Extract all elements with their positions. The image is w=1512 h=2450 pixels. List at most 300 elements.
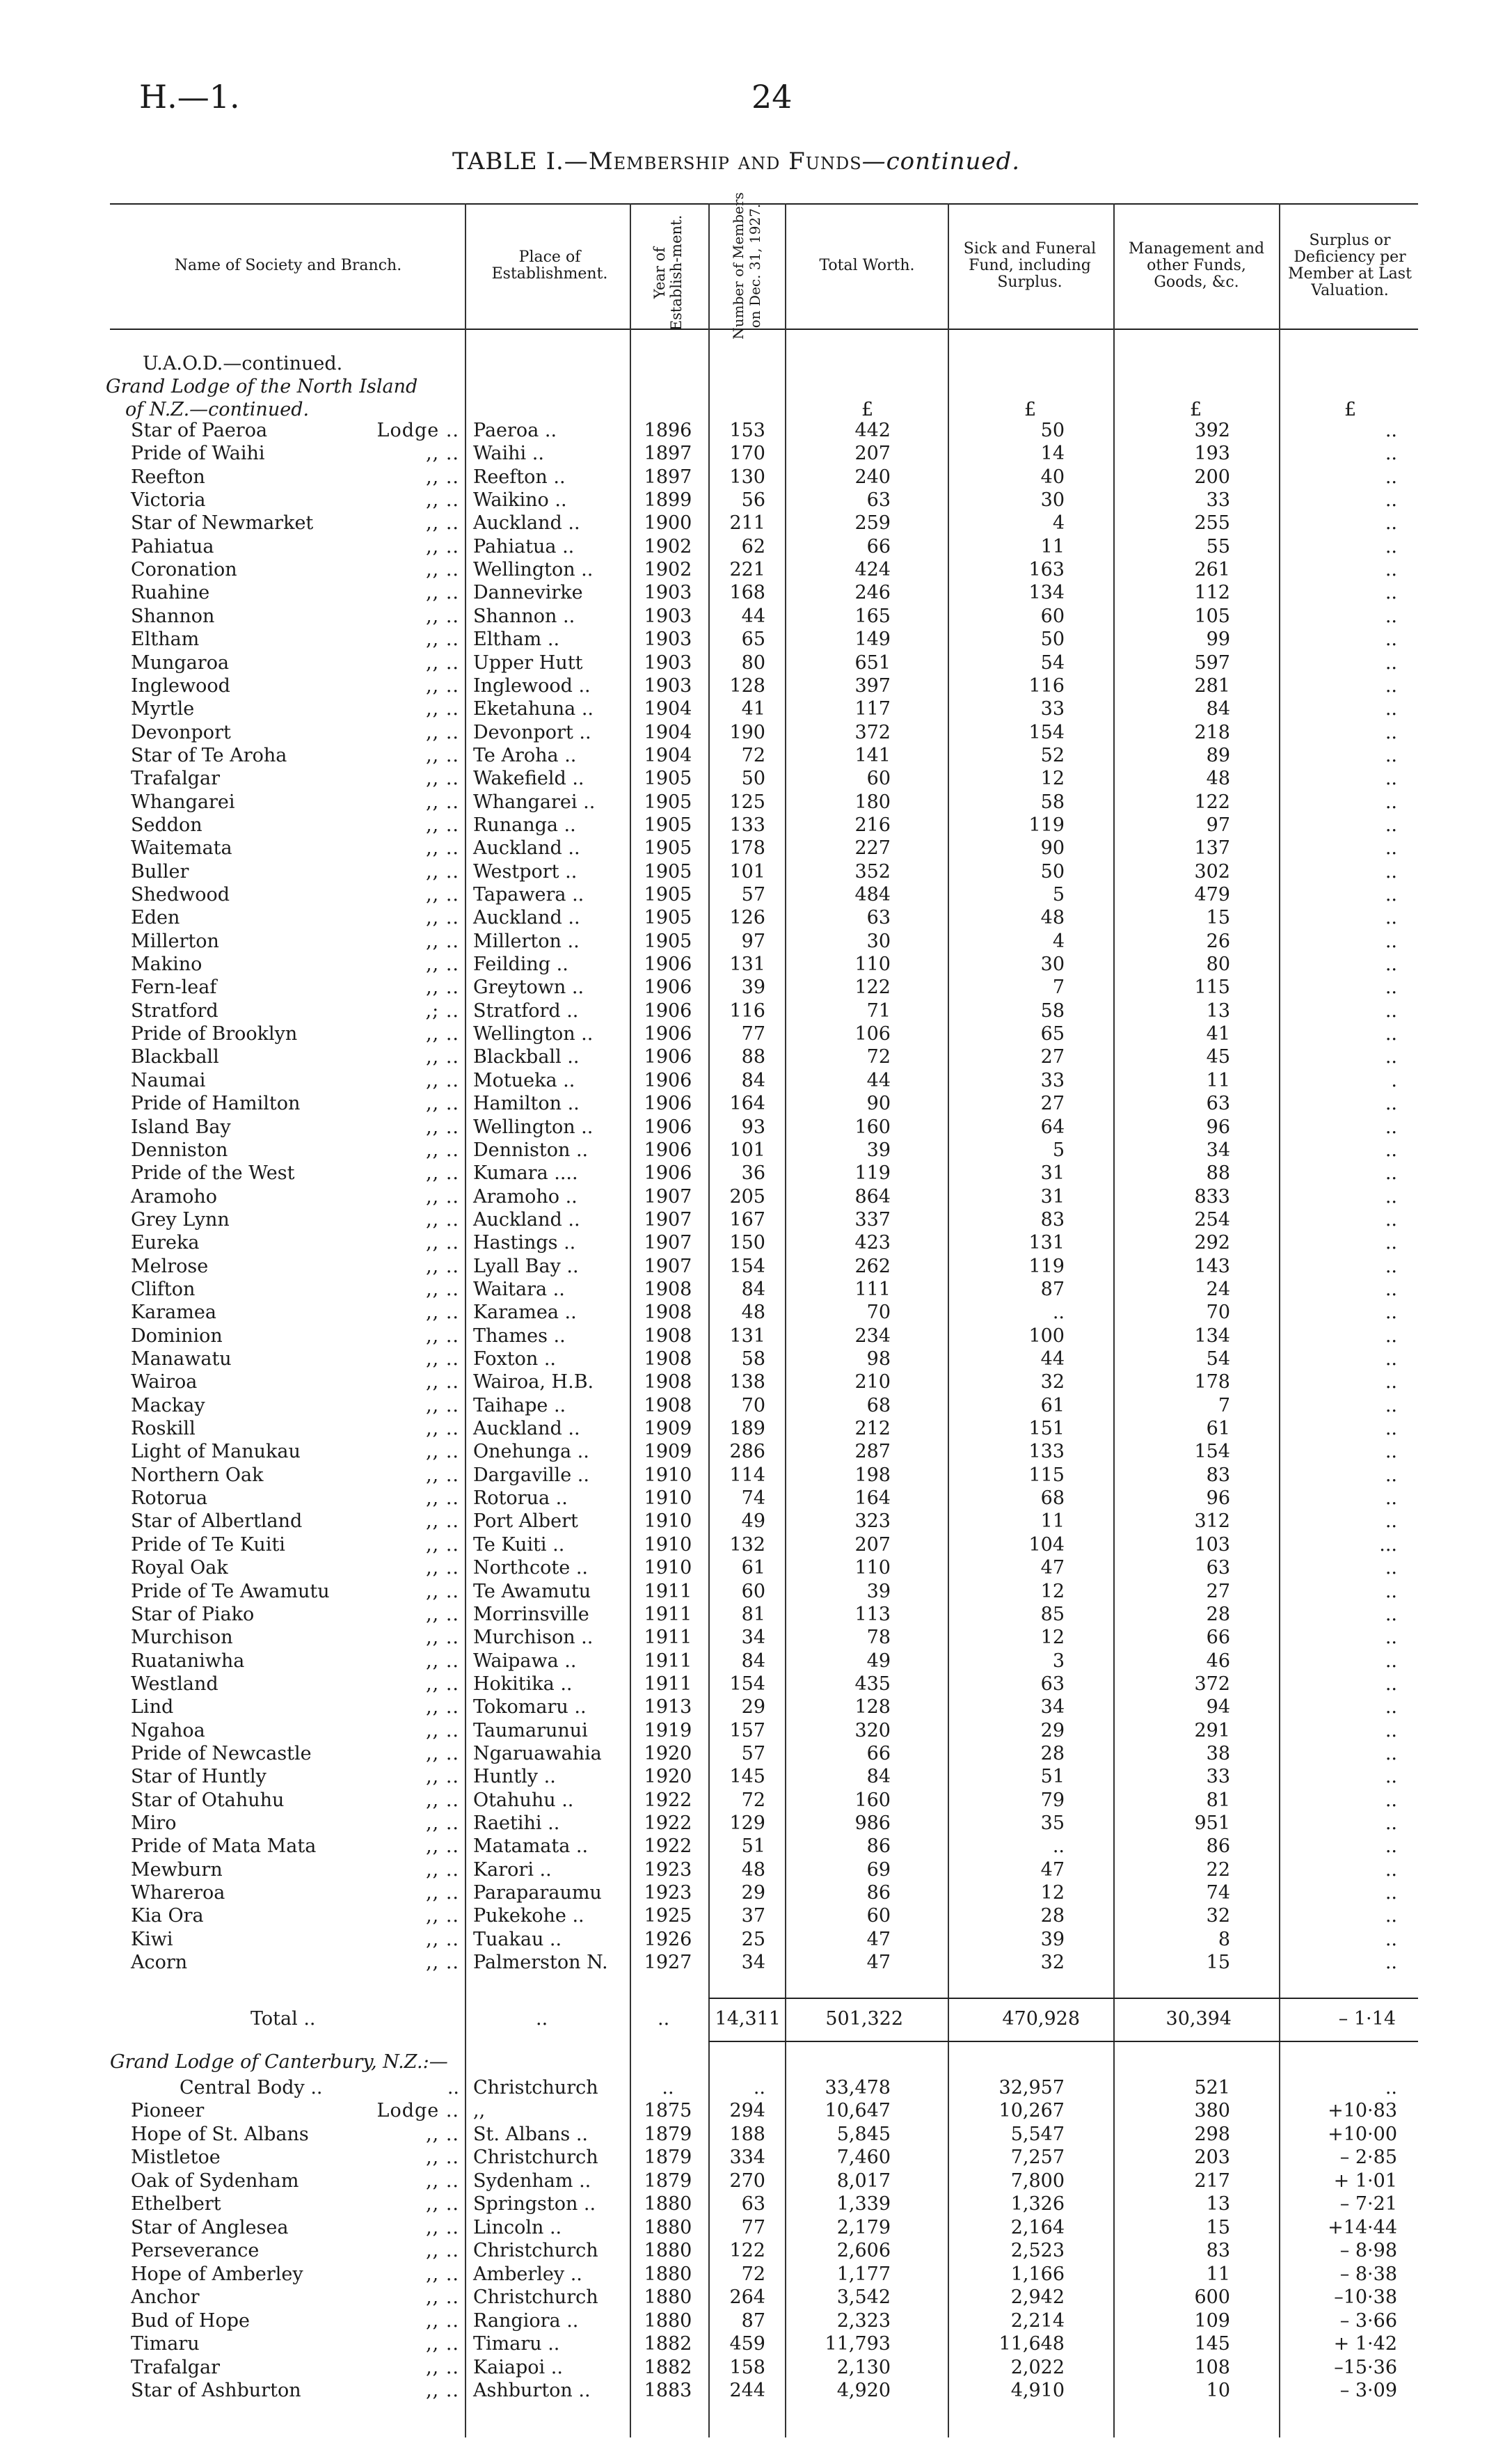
year: 1908 <box>644 1278 692 1300</box>
surplus: –15·36 <box>1334 2356 1397 2378</box>
place: Westport .. <box>473 860 578 883</box>
management: 34 <box>1206 1139 1230 1161</box>
branch-type: ,, .. <box>426 1278 459 1300</box>
sick-fund: 44 <box>1040 1348 1065 1370</box>
total-worth: 2,606 <box>836 2240 891 2261</box>
col-rule-place <box>465 203 466 2437</box>
branch-type: ,, .. <box>426 1650 459 1672</box>
surplus: .. <box>1385 837 1397 860</box>
sick-fund: 12 <box>1040 768 1065 790</box>
place: Hastings .. <box>473 1232 576 1254</box>
branch-type: ,, .. <box>426 2240 459 2261</box>
branch-type: ,, .. <box>426 698 459 720</box>
management: 521 <box>1194 2077 1230 2099</box>
branch-type: ,, .. <box>426 1510 459 1533</box>
management: 178 <box>1194 1371 1230 1393</box>
year: 1908 <box>644 1302 692 1324</box>
surplus: .. <box>1385 1394 1397 1416</box>
members: 101 <box>729 1139 765 1161</box>
branch-name: Royal Oak <box>131 1557 228 1579</box>
total-worth: 3,542 <box>836 2286 891 2308</box>
year: 1897 <box>644 443 692 465</box>
members: 170 <box>729 443 765 465</box>
place: Feilding .. <box>473 954 568 976</box>
branch-type: ,, .. <box>426 1162 459 1185</box>
year: 1907 <box>644 1232 692 1254</box>
branch-type: ,, .. <box>426 1046 459 1068</box>
place: Tuakau .. <box>473 1928 562 1950</box>
place: St. Albans .. <box>473 2123 589 2145</box>
members: 74 <box>741 1487 765 1510</box>
place: Motueka .. <box>473 1069 575 1091</box>
management: 13 <box>1206 999 1230 1022</box>
place: Auckland .. <box>473 907 580 929</box>
branch-type: ,, .. <box>426 2309 459 2332</box>
branch-type: ,, .. <box>426 1673 459 1695</box>
sick-fund: 5 <box>1052 884 1065 906</box>
year: 1910 <box>644 1510 692 1533</box>
table-title-suffix: —continued. <box>861 148 1021 175</box>
surplus: .. <box>1385 559 1397 581</box>
management: 41 <box>1206 1023 1230 1045</box>
total-worth: 372 <box>854 721 891 743</box>
total-sick: 470,928 <box>1002 2008 1080 2030</box>
members: 211 <box>729 512 765 535</box>
surplus: . <box>1391 1069 1397 1091</box>
total-worth: 86 <box>866 1835 891 1858</box>
sick-fund: 64 <box>1040 1116 1065 1138</box>
members: 51 <box>741 1835 765 1858</box>
members: 286 <box>729 1441 765 1463</box>
place: Auckland .. <box>473 512 580 535</box>
branch-name: Star of Huntly <box>131 1766 266 1788</box>
branch-name: Coronation <box>131 559 237 581</box>
branch-type: ,, .. <box>426 1093 459 1115</box>
surplus: .. <box>1385 1185 1397 1208</box>
year: 1905 <box>644 907 692 929</box>
year: 1903 <box>644 582 692 604</box>
management: 193 <box>1194 443 1230 465</box>
lodge-heading-line1: Grand Lodge of the North Island <box>106 376 418 397</box>
place: Greytown .. <box>473 977 584 999</box>
sick-fund: 134 <box>1028 582 1065 604</box>
surplus: +14·44 <box>1328 2216 1397 2238</box>
members: 36 <box>741 1162 765 1185</box>
branch-type: ,, .. <box>426 1557 459 1579</box>
members: 334 <box>729 2147 765 2168</box>
branch-name: Denniston <box>131 1139 228 1161</box>
sick-fund: 131 <box>1028 1232 1065 1254</box>
members: 101 <box>729 860 765 883</box>
sick-fund: 51 <box>1040 1766 1065 1788</box>
branch-name: Star of Piako <box>131 1603 255 1625</box>
total-worth: 2,323 <box>836 2309 891 2332</box>
branch-name: Hope of St. Albans <box>131 2123 309 2145</box>
surplus: .. <box>1385 1371 1397 1393</box>
management: 380 <box>1194 2100 1230 2121</box>
management: 28 <box>1206 1603 1230 1625</box>
place: Karori .. <box>473 1858 552 1881</box>
surplus: .. <box>1385 1093 1397 1115</box>
place: Dannevirke <box>473 582 583 604</box>
surplus: .. <box>1385 1952 1397 1974</box>
branch-name: Central Body .. <box>180 2077 323 2099</box>
branch-type: ,, .. <box>426 2170 459 2192</box>
members: 84 <box>741 1650 765 1672</box>
total-worth: 160 <box>854 1116 891 1138</box>
currency-sick: £ <box>1024 399 1037 420</box>
branch-type: ,, .. <box>426 1441 459 1463</box>
branch-name: Northern Oak <box>131 1464 264 1486</box>
header-management: Management and other Funds, Goods, &c. <box>1128 240 1265 291</box>
surplus: .. <box>1385 954 1397 976</box>
place: Eltham .. <box>473 629 560 651</box>
year: 1883 <box>644 2380 692 2401</box>
surplus: .. <box>1385 674 1397 697</box>
sick-fund: 29 <box>1040 1719 1065 1741</box>
management: 84 <box>1206 698 1230 720</box>
total-worth: 8,017 <box>836 2170 891 2192</box>
members: 39 <box>741 977 765 999</box>
place: Northcote .. <box>473 1557 588 1579</box>
management: 281 <box>1194 674 1230 697</box>
place: Taihape .. <box>473 1394 566 1416</box>
total-worth: 141 <box>854 744 891 766</box>
total-worth: 246 <box>854 582 891 604</box>
branch-name: Pride of Hamilton <box>131 1093 301 1115</box>
year: 1897 <box>644 466 692 488</box>
place: Auckland .. <box>473 1208 580 1231</box>
branch-type: ,, .. <box>426 1069 459 1091</box>
members: 189 <box>729 1418 765 1440</box>
branch-type: ,, .. <box>426 2380 459 2401</box>
total-worth: 49 <box>866 1650 891 1672</box>
members: 114 <box>729 1464 765 1486</box>
management: 33 <box>1206 489 1230 512</box>
page-code: H.—1. <box>139 78 240 116</box>
place: Waipawa .. <box>473 1650 577 1672</box>
total-worth: 160 <box>854 1789 891 1811</box>
branch-name: Timaru <box>131 2333 200 2355</box>
year: 1909 <box>644 1441 692 1463</box>
total-worth: 110 <box>854 954 891 976</box>
place: Eketahuna .. <box>473 698 594 720</box>
place: Aramoho .. <box>473 1185 578 1208</box>
branch-name: Pride of Te Awamutu <box>131 1580 330 1602</box>
place: Morrinsville <box>473 1603 589 1625</box>
surplus: .. <box>1385 1835 1397 1858</box>
place: Christchurch <box>473 2286 598 2308</box>
branch-type: ,, .. <box>426 1719 459 1741</box>
management: 27 <box>1206 1580 1230 1602</box>
place: Auckland .. <box>473 837 580 860</box>
sick-fund: 7,257 <box>1010 2147 1065 2168</box>
branch-name: Lind <box>131 1696 174 1718</box>
surplus: .. <box>1385 1302 1397 1324</box>
branch-name: Ruahine <box>131 582 210 604</box>
total-worth: 117 <box>854 698 891 720</box>
year: 1919 <box>644 1719 692 1741</box>
surplus: .. <box>1385 1278 1397 1300</box>
members: 80 <box>741 651 765 674</box>
year: 1922 <box>644 1835 692 1858</box>
branch-name: Devonport <box>131 721 231 743</box>
branch-name: Whareroa <box>131 1882 225 1904</box>
branch-name: Victoria <box>131 489 206 512</box>
year: 1910 <box>644 1464 692 1486</box>
year: 1875 <box>644 2100 692 2121</box>
year: 1907 <box>644 1208 692 1231</box>
management: 105 <box>1194 605 1230 627</box>
sick-fund: 54 <box>1040 651 1065 674</box>
sick-fund: 50 <box>1040 420 1065 441</box>
branch-name: Light of Manukau <box>131 1441 301 1463</box>
sick-fund: 79 <box>1040 1789 1065 1811</box>
year: 1908 <box>644 1371 692 1393</box>
surplus: .. <box>1385 1557 1397 1579</box>
sick-fund: 39 <box>1040 1928 1065 1950</box>
management: 15 <box>1206 2216 1230 2238</box>
year: 1911 <box>644 1627 692 1649</box>
members: 56 <box>741 489 765 512</box>
total-worth: 30 <box>866 930 891 952</box>
members: 459 <box>729 2333 765 2355</box>
branch-name: Pride of Te Kuiti <box>131 1533 285 1556</box>
branch-type: ,, .. <box>426 1603 459 1625</box>
surplus: .. <box>1385 1139 1397 1161</box>
surplus: + 1·42 <box>1333 2333 1397 2355</box>
total-worth: 66 <box>866 1742 891 1764</box>
year: 1880 <box>644 2240 692 2261</box>
management: 217 <box>1194 2170 1230 2192</box>
sick-fund: 4,910 <box>1010 2380 1065 2401</box>
surplus: .. <box>1385 744 1397 766</box>
total-worth: 323 <box>854 1510 891 1533</box>
management: 11 <box>1206 1069 1230 1091</box>
sick-fund: 1,326 <box>1010 2193 1065 2215</box>
place: Wairoa, H.B. <box>473 1371 594 1393</box>
surplus: – 2·85 <box>1339 2147 1397 2168</box>
total-worth: 210 <box>854 1371 891 1393</box>
branch-name: Oak of Sydenham <box>131 2170 299 2192</box>
total-worth: 60 <box>866 1905 891 1927</box>
sick-fund: 100 <box>1028 1325 1065 1347</box>
sick-fund: 7 <box>1052 977 1065 999</box>
place: Dargaville .. <box>473 1464 589 1486</box>
place: Rangiora .. <box>473 2309 579 2332</box>
management: 83 <box>1206 1464 1230 1486</box>
members: 264 <box>729 2286 765 2308</box>
place: Tokomaru .. <box>473 1696 587 1718</box>
management: 292 <box>1194 1232 1230 1254</box>
place: Wellington .. <box>473 559 594 581</box>
year: 1923 <box>644 1858 692 1881</box>
sick-fund: 30 <box>1040 489 1065 512</box>
branch-name: Ethelbert <box>131 2193 221 2215</box>
surplus: ... <box>1379 1533 1397 1556</box>
branch-name: Star of Albertland <box>131 1510 303 1533</box>
members: 77 <box>741 1023 765 1045</box>
management: 83 <box>1206 2240 1230 2261</box>
members: 154 <box>729 1673 765 1695</box>
place: Taumarunui <box>473 1719 588 1741</box>
members: 72 <box>741 1789 765 1811</box>
year: 1922 <box>644 1812 692 1834</box>
place: Wellington .. <box>473 1116 594 1138</box>
branch-type: ,, .. <box>426 814 459 836</box>
place: Auckland .. <box>473 1418 580 1440</box>
management: 94 <box>1206 1696 1230 1718</box>
branch-name: Roskill <box>131 1418 196 1440</box>
surplus: .. <box>1385 651 1397 674</box>
year: 1909 <box>644 1418 692 1440</box>
surplus: .. <box>1385 768 1397 790</box>
branch-name: Stratford <box>131 999 218 1022</box>
place: Karamea .. <box>473 1302 577 1324</box>
management: 97 <box>1206 814 1230 836</box>
place: Christchurch <box>473 2077 598 2099</box>
total-worth: 113 <box>854 1603 891 1625</box>
members: 77 <box>741 2216 765 2238</box>
year: 1927 <box>644 1952 692 1974</box>
sick-fund: 68 <box>1040 1487 1065 1510</box>
members: 168 <box>729 582 765 604</box>
branch-type: ,, .. <box>426 1789 459 1811</box>
sick-fund: 30 <box>1040 954 1065 976</box>
management: 8 <box>1218 1928 1230 1950</box>
branch-name: Westland <box>131 1673 218 1695</box>
members: 37 <box>741 1905 765 1927</box>
place: Paeroa .. <box>473 420 557 441</box>
total-worth: 44 <box>866 1069 891 1091</box>
management: 81 <box>1206 1789 1230 1811</box>
branch-name: Star of Paeroa <box>131 420 268 441</box>
sick-fund: 115 <box>1028 1464 1065 1486</box>
management: 108 <box>1194 2356 1230 2378</box>
branch-name: Pahiatua <box>131 535 214 558</box>
management: 200 <box>1194 466 1230 488</box>
branch-type: ,, .. <box>426 1325 459 1347</box>
management: 13 <box>1206 2193 1230 2215</box>
table-title-prefix: TABLE I.— <box>452 148 589 175</box>
place: Pukekohe .. <box>473 1905 584 1927</box>
surplus: .. <box>1385 629 1397 651</box>
branch-type: ,, .. <box>426 1696 459 1718</box>
management: 24 <box>1206 1278 1230 1300</box>
total-worth: 1,339 <box>836 2193 891 2215</box>
sick-fund: 27 <box>1040 1093 1065 1115</box>
total-worth: 47 <box>866 1928 891 1950</box>
members: 58 <box>741 1348 765 1370</box>
sick-fund: 11 <box>1040 1510 1065 1533</box>
branch-name: Whangarei <box>131 791 235 813</box>
branch-name: Eden <box>131 907 180 929</box>
sick-fund: 52 <box>1040 744 1065 766</box>
year: 1903 <box>644 629 692 651</box>
members: 221 <box>729 559 765 581</box>
year: 1905 <box>644 884 692 906</box>
place: Hokitika .. <box>473 1673 573 1695</box>
total-year: .. <box>658 2008 670 2030</box>
sick-fund: 1,166 <box>1010 2263 1065 2285</box>
members: 41 <box>741 698 765 720</box>
surplus: .. <box>1385 1696 1397 1718</box>
year: 1904 <box>644 721 692 743</box>
place: Ngaruawahia <box>473 1742 602 1764</box>
table-title-main: Membership and Funds <box>588 148 862 175</box>
total-worth: 2,179 <box>836 2216 891 2238</box>
surplus: .. <box>1385 1023 1397 1045</box>
surplus: .. <box>1385 999 1397 1022</box>
branch-type: ,, .. <box>426 1928 459 1950</box>
place: Pahiatua .. <box>473 535 575 558</box>
branch-type: ,, .. <box>426 512 459 535</box>
members: 131 <box>729 954 765 976</box>
branch-type: ,, .. <box>426 1742 459 1764</box>
sick-fund: 47 <box>1040 1858 1065 1881</box>
sick-fund: 60 <box>1040 605 1065 627</box>
header-surplus: Surplus or Deficiency per Member at Last Valuation. <box>1288 232 1412 299</box>
surplus: .. <box>1385 1418 1397 1440</box>
sick-fund: 10,267 <box>998 2100 1065 2121</box>
branch-type: ,, .. <box>426 1185 459 1208</box>
branch-name: Shedwood <box>131 884 230 906</box>
branch-type: ,, .. <box>426 1023 459 1045</box>
branch-type: Lodge .. <box>376 2100 459 2121</box>
total-worth: 63 <box>866 489 891 512</box>
sick-fund: 3 <box>1052 1650 1065 1672</box>
header-year: Year of Establish-ment. <box>651 214 685 331</box>
branch-name: Mewburn <box>131 1858 223 1881</box>
sick-fund: 2,022 <box>1010 2356 1065 2378</box>
total-worth: 484 <box>854 884 891 906</box>
branch-type: ,, .. <box>426 651 459 674</box>
branch-type: .. <box>447 2077 459 2099</box>
management: 112 <box>1194 582 1230 604</box>
year: 1906 <box>644 1069 692 1091</box>
total-worth: 1,177 <box>836 2263 891 2285</box>
members: 116 <box>729 999 765 1022</box>
year: 1908 <box>644 1325 692 1347</box>
branch-name: Hope of Amberley <box>131 2263 303 2285</box>
management: 22 <box>1206 1858 1230 1881</box>
total-worth: 110 <box>854 1557 891 1579</box>
place: Upper Hutt <box>473 651 583 674</box>
management: 7 <box>1218 1394 1230 1416</box>
surplus: .. <box>1385 791 1397 813</box>
surplus: – 8·98 <box>1339 2240 1397 2261</box>
sick-fund: 104 <box>1028 1533 1065 1556</box>
members: 48 <box>741 1302 765 1324</box>
year: 1880 <box>644 2193 692 2215</box>
branch-type: ,, .. <box>426 1302 459 1324</box>
place: Tapawera .. <box>473 884 584 906</box>
total-worth: 86 <box>866 1882 891 1904</box>
branch-name: Miro <box>131 1812 177 1834</box>
branch-type: ,, .. <box>426 443 459 465</box>
surplus: +10·83 <box>1328 2100 1397 2121</box>
total-worth: 84 <box>866 1766 891 1788</box>
branch-type: ,, .. <box>426 1208 459 1231</box>
branch-type: ,, .. <box>426 837 459 860</box>
surplus: .. <box>1385 1905 1397 1927</box>
year: 1880 <box>644 2216 692 2238</box>
branch-type: ,, .. <box>426 791 459 813</box>
sick-fund: 47 <box>1040 1557 1065 1579</box>
surplus: .. <box>1385 535 1397 558</box>
members: 129 <box>729 1812 765 1834</box>
sick-fund: 11,648 <box>998 2333 1065 2355</box>
